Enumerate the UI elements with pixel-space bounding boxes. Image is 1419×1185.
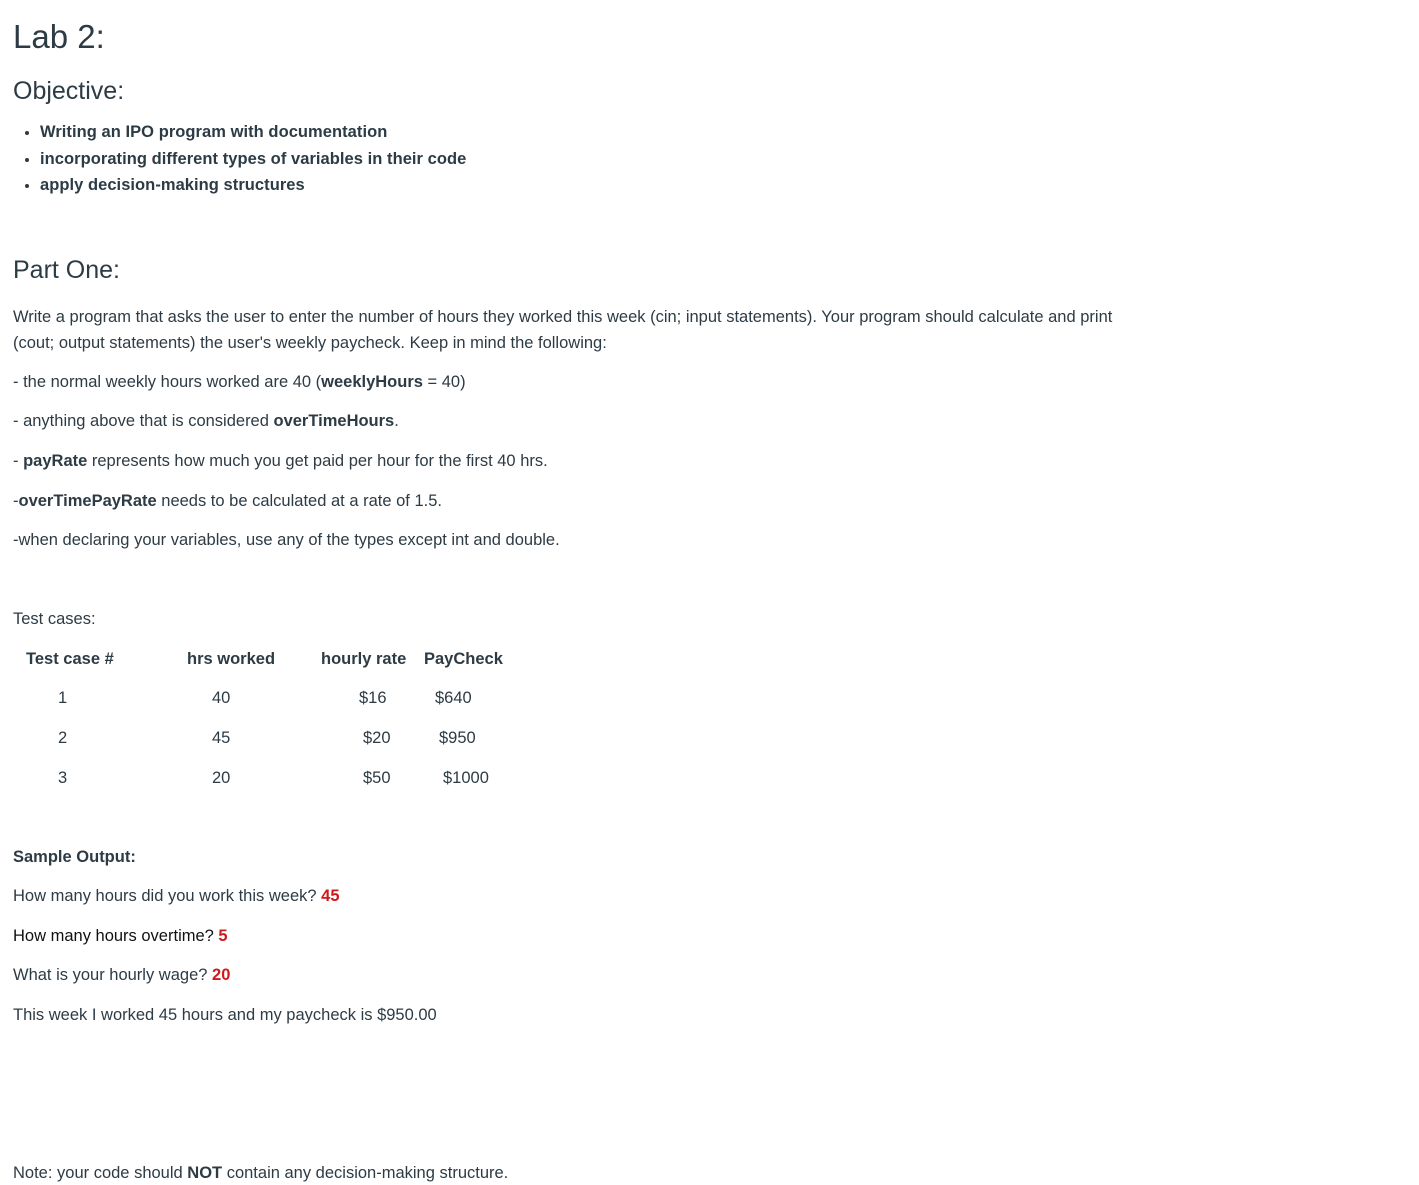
sample-output-line: How many hours overtime? 5 — [13, 927, 228, 945]
objective-item: • incorporating different types of variables in their code — [40, 146, 466, 173]
page-title: Lab 2: — [13, 18, 105, 55]
rule-overtime-pay-rate: -overTimePayRate needs to be calculated at a rate of 1.5. — [13, 492, 442, 510]
rule-weekly-hours: - the normal weekly hours worked are 40 (weeklyHours = 40) — [13, 373, 466, 391]
table-cell: $950 — [439, 729, 476, 747]
objective-list — [13, 119, 466, 199]
part-one-intro: Write a program that asks the user to enter the number of hours they worked this week (cin; input statements). Your program should calculate and print (cout; output statements) the user's weekly paycheck. Keep in mind the following: — [13, 308, 1113, 352]
table-cell: $50 — [363, 769, 391, 787]
table-cell: $1000 — [443, 769, 489, 787]
note: Note: your code should NOT contain any decision-making structure. — [13, 1164, 509, 1182]
sample-output-line: This week I worked 45 hours and my paycheck is $950.00 — [13, 1006, 437, 1024]
sample-output-line: How many hours did you work this week? 45 — [13, 887, 340, 905]
table-cell: 20 — [212, 769, 231, 787]
table-header-test-case: Test case # — [26, 650, 114, 668]
rule-overtime-hours: - anything above that is considered overTimeHours. — [13, 412, 399, 430]
table-cell: $16 — [359, 689, 387, 707]
sample-input-value: 5 — [218, 927, 228, 945]
table-cell: $20 — [363, 729, 391, 747]
table-cell: 1 — [58, 689, 68, 707]
test-cases-label: Test cases: — [13, 610, 96, 628]
part-one-heading: Part One: — [13, 256, 120, 284]
sample-output-heading: Sample Output: — [13, 848, 136, 866]
objective-item: • Writing an IPO program with documentation — [40, 119, 466, 146]
sample-output-line: What is your hourly wage? 20 — [13, 966, 231, 984]
table-cell: 45 — [212, 729, 231, 747]
table-header-paycheck: PayCheck — [424, 650, 503, 668]
table-cell: 40 — [212, 689, 231, 707]
table-header-hourly-rate: hourly rate — [321, 650, 407, 668]
table-cell: $640 — [435, 689, 472, 707]
rule-pay-rate: - payRate represents how much you get paid per hour for the first 40 hrs. — [13, 452, 548, 470]
table-cell: 2 — [58, 729, 68, 747]
objective-heading: Objective: — [13, 77, 125, 105]
table-header-hrs-worked: hrs worked — [187, 650, 276, 668]
sample-input-value: 45 — [321, 887, 340, 905]
table-cell: 3 — [58, 769, 68, 787]
objective-item: • apply decision-making structures — [40, 172, 466, 199]
rule-variable-types: -when declaring your variables, use any of the types except int and double. — [13, 531, 560, 549]
sample-input-value: 20 — [212, 966, 231, 984]
